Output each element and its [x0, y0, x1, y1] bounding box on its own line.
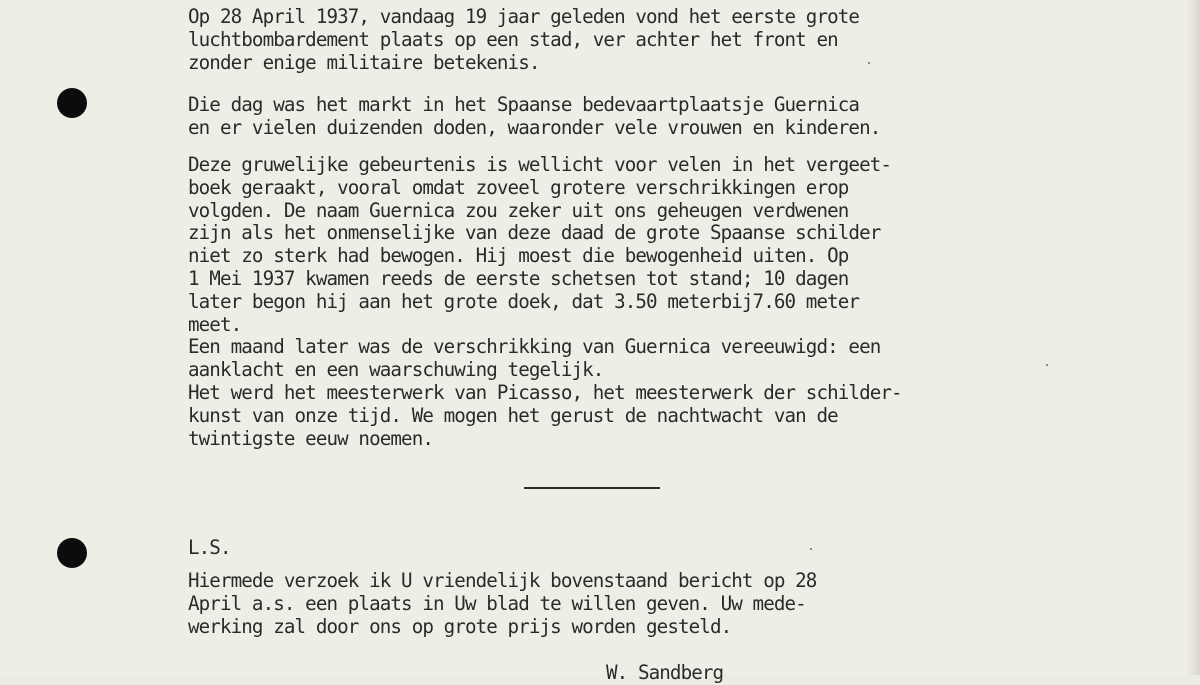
- paragraph-picasso-guernica: Deze gruwelijke gebeurtenis is wellicht voor velen in het vergeet- boek geraakt, vooral omdat zoveel grotere verschrikkingen erop volgden. De naam Guernica zou zeker uit ons geheugen verdwenen zijn als het onmenselijke van deze daad de grote Spaanse schilder niet zo sterk had bewogen. Hij moest die bewogenheid uiten. Op 1 Mei 1937 kwamen reeds de eerste schetsen tot stand; 10 dagen later begon hij aan het grote doek, dat 3.50 meterbij7.60 meter meet. Een maand later was de verschrikking van Guernica vereeuwigd: een aanklacht en een waarschuwing tegelijk. Het werd het meesterwerk van Picasso, het meesterwerk der schilder- kunst van onze tijd. We mogen het gerust de nachtwacht van de twintigste eeuw noemen.: [188, 153, 902, 450]
- punch-hole-bottom: [57, 538, 87, 568]
- paragraph-market-day: Die dag was het markt in het Spaanse bedevaartplaatsje Guernica en er vielen duizenden doden, waaronder vele vrouwen en kinderen.: [188, 93, 881, 139]
- paragraph-bombing-date: Op 28 April 1937, vandaag 19 jaar geleden vond het eerste grote luchtbombardement plaats op een stad, ver achter het front en zonder enige militaire betekenis.: [188, 5, 860, 74]
- paper-speck: [1046, 364, 1048, 366]
- salutation: L.S.: [188, 536, 231, 559]
- paper-speck: [810, 548, 812, 550]
- paper-speck: [868, 62, 870, 64]
- signature-line: W. Sandberg: [606, 661, 724, 684]
- page-edge-shadow: [1186, 0, 1200, 675]
- section-divider-line: [524, 487, 660, 489]
- paragraph-publication-request: Hiermede verzoek ik U vriendelijk bovenstaand bericht op 28 April a.s. een plaats in Uw blad te willen geven. Uw mede- werking zal door ons op grote prijs worden gesteld.: [188, 569, 817, 638]
- punch-hole-top: [57, 88, 87, 118]
